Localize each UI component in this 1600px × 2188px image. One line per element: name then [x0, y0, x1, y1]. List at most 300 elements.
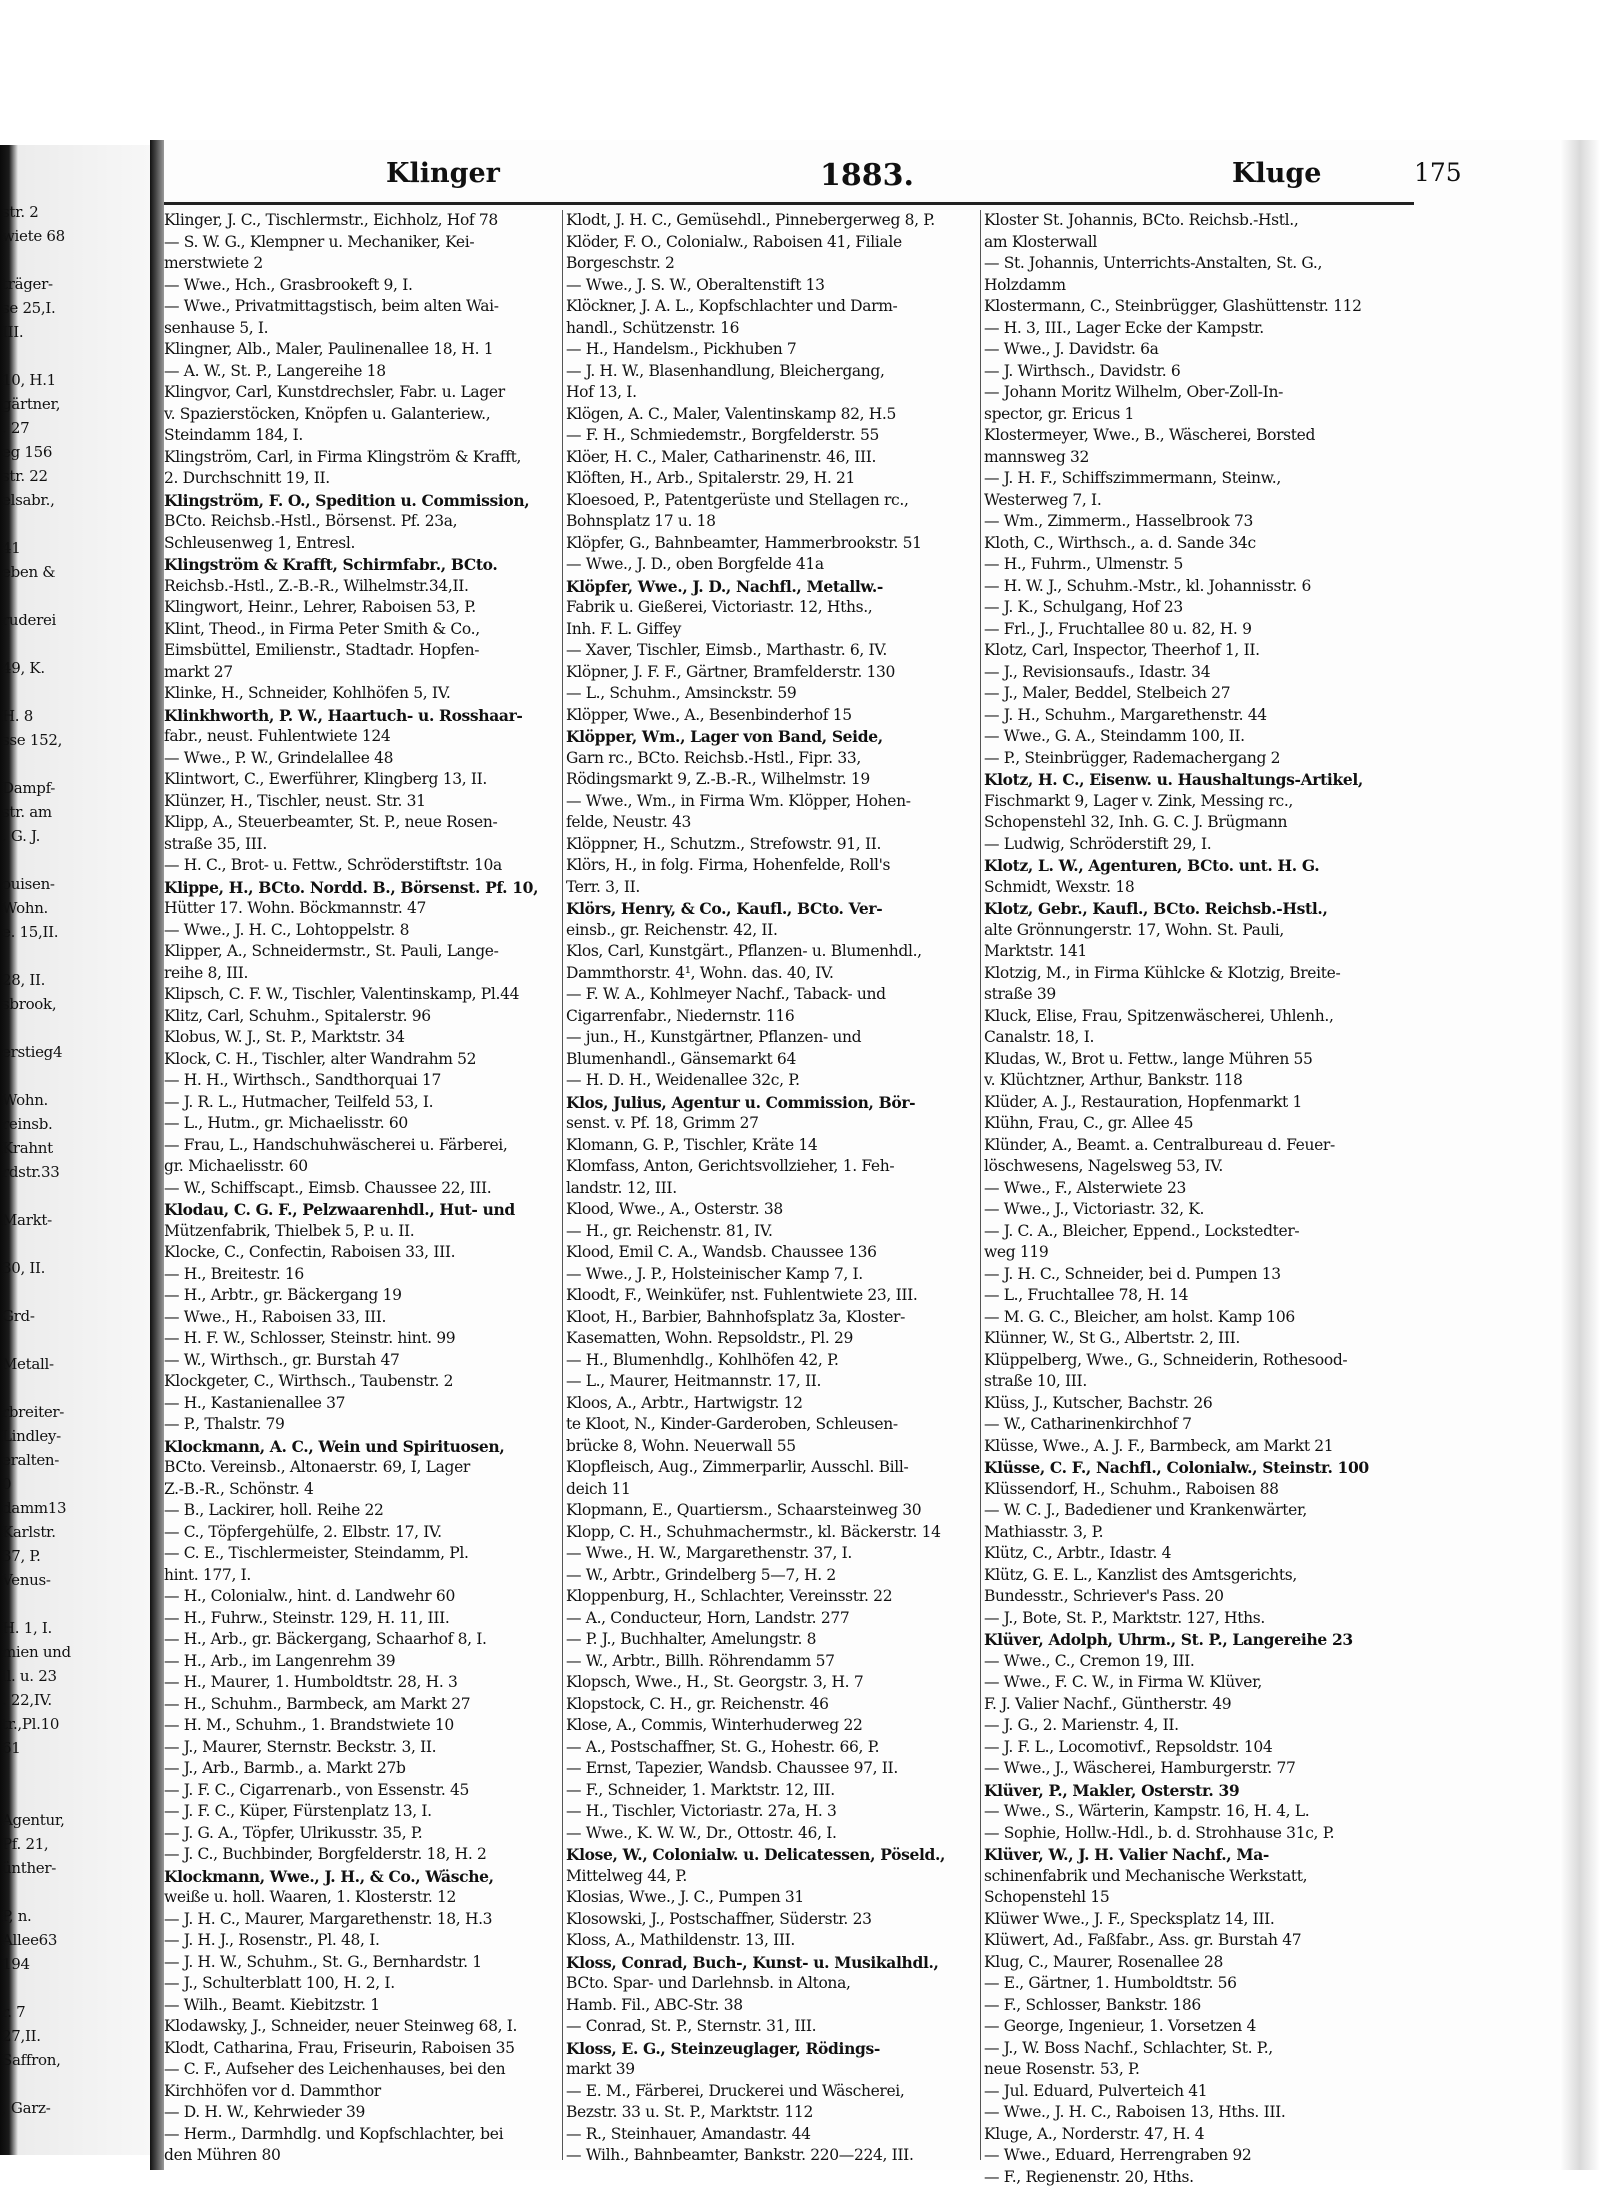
directory-entry-line: Kloesoed, P., Patentgerüste und Stellagen rc.,	[566, 490, 976, 512]
left-fragment-line: 49, K.	[2, 656, 142, 680]
directory-entry-line: hint. 177, I.	[164, 1565, 559, 1587]
directory-entry-line: straße 10, III.	[984, 1371, 1414, 1393]
directory-entry-line: — H., Schuhm., Barmbeck, am Markt 27	[164, 1694, 559, 1716]
directory-entry-line: — H., Arb., gr. Bäckergang, Schaarhof 8, I.	[164, 1629, 559, 1651]
directory-entry-line: Klütz, G. E. L., Kanzlist des Amtsgerichts,	[984, 1565, 1414, 1587]
directory-entry-line: — Wwe., J. H. C., Lohtoppelstr. 8	[164, 920, 559, 942]
directory-entry-line: Klipper, A., Schneidermstr., St. Pauli, Lange-	[164, 941, 559, 963]
directory-entry-line: — J. F. C., Küper, Fürstenplatz 13, I.	[164, 1801, 559, 1823]
left-fragment-line	[2, 584, 142, 608]
left-fragment-line	[2, 512, 142, 536]
directory-entry-line: Klöckner, J. A. L., Kopfschlachter und Darm-	[566, 296, 976, 318]
directory-entry-line: — H., Colonialw., hint. d. Landwehr 60	[164, 1586, 559, 1608]
directory-entry-line: Klingvor, Carl, Kunstdrechsler, Fabr. u. Lager	[164, 382, 559, 404]
directory-entry-line: — F., Regienenstr. 20, Hths.	[984, 2167, 1414, 2188]
directory-entry-line: — A., Postschaffner, St. G., Hohestr. 66, P.	[566, 1737, 976, 1759]
directory-entry-line: Klörs, Henry, & Co., Kaufl., BCto. Ver-	[566, 898, 976, 920]
directory-entry-line: Kludas, W., Brot u. Fettw., lange Mühren 55	[984, 1049, 1414, 1071]
left-fragment-line: träger-	[2, 272, 142, 296]
left-fragment-line	[2, 1280, 142, 1304]
directory-entry-line: senst. v. Pf. 18, Grimm 27	[566, 1113, 976, 1135]
directory-entry-line: Klühn, Frau, C., gr. Allee 45	[984, 1113, 1414, 1135]
directory-entry-line: — J. H. W., Blasenhandlung, Bleichergang,	[566, 361, 976, 383]
left-fragment-line: e. 15,II.	[2, 920, 142, 944]
directory-entry-line: felde, Neustr. 43	[566, 812, 976, 834]
directory-entry-line: Klotzig, M., in Firma Kühlcke & Klotzig, Breite-	[984, 963, 1414, 985]
directory-entry-line: Klopsch, Wwe., H., St. Georgstr. 3, H. 7	[566, 1672, 976, 1694]
left-fragment-line: 28, II.	[2, 968, 142, 992]
left-fragment-line: eralten-	[2, 1448, 142, 1472]
directory-entry-line: Klüppelberg, Wwe., G., Schneiderin, Rothesood-	[984, 1350, 1414, 1372]
directory-entry-line: markt 39	[566, 2059, 976, 2081]
left-fragment-line: ouisen-	[2, 872, 142, 896]
directory-entry-line: Kloppenburg, H., Schlachter, Vereinsstr. 22	[566, 1586, 976, 1608]
directory-entry-line: Klotz, Gebr., Kaufl., BCto. Reichsb.-Hstl.,	[984, 898, 1414, 920]
directory-entry-line: Schopenstehl 15	[984, 1887, 1414, 1909]
left-fragment-line: sbrook,	[2, 992, 142, 1016]
directory-entry-line: Klopp, C. H., Schuhmachermstr., kl. Bäckerstr. 14	[566, 1522, 976, 1544]
directory-entry-line: Klosowski, J., Postschaffner, Süderstr. 23	[566, 1909, 976, 1931]
directory-entry-line: — J. Wirthsch., Davidstr. 6	[984, 361, 1414, 383]
directory-entry-line: Klopmann, E., Quartiersm., Schaarsteinweg 30	[566, 1500, 976, 1522]
directory-entry-line: Schleusenweg 1, Entresl.	[164, 533, 559, 555]
directory-entry-line: Kluge, A., Norderstr. 47, H. 4	[984, 2124, 1414, 2146]
directory-entry-line: — J. H., Schuhm., Margarethenstr. 44	[984, 705, 1414, 727]
left-fragment-line: erstieg4	[2, 1040, 142, 1064]
directory-entry-line: — H., Kastanienallee 37	[164, 1393, 559, 1415]
directory-entry-line: — Sophie, Hollw.-Hdl., b. d. Strohhause 31c, P.	[984, 1823, 1414, 1845]
directory-entry-line: Klinger, J. C., Tischlermstr., Eichholz, Hof 78	[164, 210, 559, 232]
directory-entry-line: Klos, Julius, Agentur u. Commission, Bör-	[566, 1092, 976, 1114]
directory-entry-line: Klockmann, Wwe., J. H., & Co., Wäsche,	[164, 1866, 559, 1888]
directory-entry-line: — F. W. A., Kohlmeyer Nachf., Taback- und	[566, 984, 976, 1006]
header-right-keyword: Kluge	[1232, 158, 1321, 189]
directory-entry-line: — Wwe., J. S. W., Oberaltenstift 13	[566, 275, 976, 297]
directory-entry-line: — J. H. W., Schuhm., St. G., Bernhardstr. 1	[164, 1952, 559, 1974]
directory-entry-line: — Conrad, St. P., Sternstr. 31, III.	[566, 2016, 976, 2038]
directory-entry-line: — Ernst, Tapezier, Wandsb. Chaussee 97, II.	[566, 1758, 976, 1780]
directory-entry-line: Canalstr. 18, I.	[984, 1027, 1414, 1049]
directory-entry-line: F. J. Valier Nachf., Güntherstr. 49	[984, 1694, 1414, 1716]
directory-entry-line: — Herm., Darmhdlg. und Kopfschlachter, bei	[164, 2124, 559, 2146]
left-fragment-line	[2, 344, 142, 368]
directory-entry-line: — J. H. J., Rosenstr., Pl. 48, I.	[164, 1930, 559, 1952]
directory-entry-line: Klöpner, J. F. F., Gärtner, Bramfelderstr. 130	[566, 662, 976, 684]
directory-entry-line: — Xaver, Tischler, Eimsb., Marthastr. 6, IV.	[566, 640, 976, 662]
directory-entry-line: — C. E., Tischlermeister, Steindamm, Pl.	[164, 1543, 559, 1565]
directory-entry-line: — S. W. G., Klempner u. Mechaniker, Kei-	[164, 232, 559, 254]
column-divider	[562, 210, 563, 2160]
directory-entry-line: — Wwe., Privatmittagstisch, beim alten Wai-	[164, 296, 559, 318]
directory-entry-line: weiße u. holl. Waaren, 1. Klosterstr. 12	[164, 1887, 559, 1909]
left-fragment-line	[2, 1784, 142, 1808]
directory-entry-line: Klöppner, H., Schutzm., Strefowstr. 91, II.	[566, 834, 976, 856]
directory-entry-line: Garn rc., BCto. Reichsb.-Hstl., Fipr. 33,	[566, 748, 976, 770]
previous-page-edge	[0, 0, 150, 2177]
directory-entry-line: Klöpfer, Wwe., J. D., Nachfl., Metallw.-	[566, 576, 976, 598]
left-fragment-line	[2, 1064, 142, 1088]
left-fragment-line: gärtner,	[2, 392, 142, 416]
directory-page	[164, 140, 1560, 2170]
directory-entry-line: — Wwe., K. W. W., Dr., Ottostr. 46, I.	[566, 1823, 976, 1845]
directory-entry-line: Mathiasstr. 3, P.	[984, 1522, 1414, 1544]
directory-entry-line: Klinkhworth, P. W., Haartuch- u. Rosshaar-	[164, 705, 559, 727]
left-fragment-line	[2, 248, 142, 272]
directory-entry-line: Klintwort, C., Ewerführer, Klingberg 13, II.	[164, 769, 559, 791]
left-fragment-line: elsabr.,	[2, 488, 142, 512]
directory-entry-line: — H. 3, III., Lager Ecke der Kampstr.	[984, 318, 1414, 340]
directory-entry-line: — J. G., 2. Marienstr. 4, II.	[984, 1715, 1414, 1737]
left-fragment-line	[2, 632, 142, 656]
column-divider	[980, 210, 981, 2160]
left-fragment-line: Krahnt	[2, 1136, 142, 1160]
directory-entry-line: Terr. 3, II.	[566, 877, 976, 899]
directory-entry-line: merstwiete 2	[164, 253, 559, 275]
column-3	[984, 210, 1414, 2160]
directory-entry-line: Klose, W., Colonialw. u. Delicatessen, Pöseld.,	[566, 1844, 976, 1866]
directory-entry-line: straße 39	[984, 984, 1414, 1006]
left-fragment-line: ünther-	[2, 1856, 142, 1880]
directory-entry-line: — H. M., Schuhm., 1. Brandstwiete 10	[164, 1715, 559, 1737]
directory-entry-line: Inh. F. L. Giffey	[566, 619, 976, 641]
directory-entry-line: Kloth, C., Wirthsch., a. d. Sande 34c	[984, 533, 1414, 555]
directory-entry-line: — Wwe., J., Victoriastr. 32, K.	[984, 1199, 1414, 1221]
directory-entry-line: — D. H. W., Kehrwieder 39	[164, 2102, 559, 2124]
directory-entry-line: Klomann, G. P., Tischler, Kräte 14	[566, 1135, 976, 1157]
directory-columns	[164, 210, 1414, 2160]
page-header	[164, 158, 1560, 198]
directory-entry-line: Klug, C., Maurer, Rosenallee 28	[984, 1952, 1414, 1974]
directory-entry-line: — J. H. C., Schneider, bei d. Pumpen 13	[984, 1264, 1414, 1286]
directory-entry-line: — W., Arbtr., Billh. Röhrendamm 57	[566, 1651, 976, 1673]
directory-entry-line: — F. H., Schmiedemstr., Borgfelderstr. 55	[566, 425, 976, 447]
directory-entry-line: Klomfass, Anton, Gerichtsvollzieher, 1. Feh-	[566, 1156, 976, 1178]
directory-entry-line: — F., Schlosser, Bankstr. 186	[984, 1995, 1414, 2017]
left-fragment-line: damm13	[2, 1496, 142, 1520]
left-fragment-line: , Garz-	[2, 2096, 142, 2120]
left-fragment-line: eben &	[2, 560, 142, 584]
left-fragment-line: Markt-	[2, 1208, 142, 1232]
directory-entry-line: — H. H., Wirthsch., Sandthorquai 17	[164, 1070, 559, 1092]
directory-entry-line: Klodt, J. H. C., Gemüsehdl., Pinnebergerweg 8, P.	[566, 210, 976, 232]
directory-entry-line: handl., Schützenstr. 16	[566, 318, 976, 340]
directory-entry-line: — J. F. C., Cigarrenarb., von Essenstr. 45	[164, 1780, 559, 1802]
directory-entry-line: fabr., neust. Fuhlentwiete 124	[164, 726, 559, 748]
directory-entry-line: — Wwe., S., Wärterin, Kampstr. 16, H. 4, L.	[984, 1801, 1414, 1823]
directory-entry-line: Hamb. Fil., ABC-Str. 38	[566, 1995, 976, 2017]
directory-entry-line: — H., Fuhrw., Steinstr. 129, H. 11, III.	[164, 1608, 559, 1630]
left-fragment-line	[2, 2072, 142, 2096]
directory-entry-line: Schmidt, Wexstr. 18	[984, 877, 1414, 899]
directory-entry-line: Klodau, C. G. F., Pelzwaarenhdl., Hut- und	[164, 1199, 559, 1221]
directory-entry-line: — H., Arbtr., gr. Bäckergang 19	[164, 1285, 559, 1307]
book-gutter	[150, 140, 164, 2170]
directory-entry-line: — Wwe., P. W., Grindelallee 48	[164, 748, 559, 770]
directory-entry-line: — H. W. J., Schuhm.-Mstr., kl. Johannisstr. 6	[984, 576, 1414, 598]
directory-entry-line: Klood, Emil C. A., Wandsb. Chaussee 136	[566, 1242, 976, 1264]
directory-entry-line: Klopfleisch, Aug., Zimmerparlir, Ausschl. Bill-	[566, 1457, 976, 1479]
directory-entry-line: v. Klüchtzner, Arthur, Bankstr. 118	[984, 1070, 1414, 1092]
directory-entry-line: — J. C., Buchbinder, Borgfelderstr. 18, H. 2	[164, 1844, 559, 1866]
directory-entry-line: Klotz, Carl, Inspector, Theerhof 1, II.	[984, 640, 1414, 662]
directory-entry-line: — Wwe., H. W., Margarethenstr. 37, I.	[566, 1543, 976, 1565]
directory-entry-line: Reichsb.-Hstl., Z.-B.-R., Wilhelmstr.34,II.	[164, 576, 559, 598]
directory-entry-line: Klodt, Catharina, Frau, Friseurin, Raboisen 35	[164, 2038, 559, 2060]
header-left-keyword: Klinger	[386, 158, 500, 189]
left-fragment-line	[2, 680, 142, 704]
directory-entry-line: — Wwe., J. H. C., Raboisen 13, Hths. III.	[984, 2102, 1414, 2124]
directory-entry-line: — Ludwig, Schröderstift 29, I.	[984, 834, 1414, 856]
directory-entry-line: Klostermeyer, Wwe., B., Wäscherei, Borsted	[984, 425, 1414, 447]
directory-entry-line: — Wwe., Wm., in Firma Wm. Klöpper, Hohen-	[566, 791, 976, 813]
directory-entry-line: — H., Breitestr. 16	[164, 1264, 559, 1286]
directory-entry-line: — H., Handelsm., Pickhuben 7	[566, 339, 976, 361]
directory-entry-line: Klose, A., Commis, Winterhuderweg 22	[566, 1715, 976, 1737]
directory-entry-line: BCto. Reichsb.-Hstl., Börsenst. Pf. 23a,	[164, 511, 559, 533]
directory-entry-line: — H., Arb., im Langenrehm 39	[164, 1651, 559, 1673]
left-fragment-line: Metall-	[2, 1352, 142, 1376]
directory-entry-line: v. Spazierstöcken, Knöpfen u. Galanteriew.,	[164, 404, 559, 426]
directory-entry-line: Klostermann, C., Steinbrügger, Glashüttenstr. 112	[984, 296, 1414, 318]
directory-entry-line: — J. H. F., Schiffszimmermann, Steinw.,	[984, 468, 1414, 490]
directory-entry-line: Klüver, P., Makler, Osterstr. 39	[984, 1780, 1414, 1802]
directory-entry-line: — W., Arbtr., Grindelberg 5—7, H. 2	[566, 1565, 976, 1587]
directory-entry-line: — C. F., Aufseher des Leichenhauses, bei den	[164, 2059, 559, 2081]
left-fragment-line: 0	[2, 1472, 142, 1496]
directory-entry-line: Klögen, A. C., Maler, Valentinskamp 82, H.5	[566, 404, 976, 426]
directory-entry-line: Klodawsky, J., Schneider, neuer Steinweg 68, I.	[164, 2016, 559, 2038]
directory-entry-line: markt 27	[164, 662, 559, 684]
left-fragment-line	[2, 1592, 142, 1616]
directory-entry-line: — J., Schulterblatt 100, H. 2, I.	[164, 1973, 559, 1995]
left-fragment-line	[2, 1976, 142, 2000]
directory-entry-line: — Wwe., Hch., Grasbrookeft 9, I.	[164, 275, 559, 297]
directory-entry-line: Steindamm 184, I.	[164, 425, 559, 447]
directory-entry-line: — J. C. A., Bleicher, Eppend., Lockstedter-	[984, 1221, 1414, 1243]
directory-entry-line: Klöften, H., Arb., Spitalerstr. 29, H. 21	[566, 468, 976, 490]
directory-entry-line: — H. F. W., Schlosser, Steinstr. hint. 99	[164, 1328, 559, 1350]
directory-entry-line: — Wwe., F., Alsterwiete 23	[984, 1178, 1414, 1200]
left-fragment-line: Karlstr.	[2, 1520, 142, 1544]
directory-entry-line: — W., Wirthsch., gr. Burstah 47	[164, 1350, 559, 1372]
directory-entry-line: gr. Michaelisstr. 60	[164, 1156, 559, 1178]
directory-entry-line: Klünzer, H., Tischler, neust. Str. 31	[164, 791, 559, 813]
directory-entry-line: Klingström, Carl, in Firma Klingström & Krafft,	[164, 447, 559, 469]
directory-entry-line: Schopenstehl 32, Inh. G. C. J. Brügmann	[984, 812, 1414, 834]
left-fragment-line	[2, 1760, 142, 1784]
directory-entry-line: Klünder, A., Beamt. a. Centralbureau d. Feuer-	[984, 1135, 1414, 1157]
left-fragment-line: 41	[2, 536, 142, 560]
directory-entry-line: Klöder, F. O., Colonialw., Raboisen 41, Filiale	[566, 232, 976, 254]
directory-entry-line: — W., Catharinenkirchhof 7	[984, 1414, 1414, 1436]
left-fragment-line: Venus-	[2, 1568, 142, 1592]
left-fragment-line: Wohn.	[2, 896, 142, 920]
left-fragment-line: 27,II.	[2, 2024, 142, 2048]
directory-entry-line: Klörs, H., in folg. Firma, Hohenfelde, Roll's	[566, 855, 976, 877]
left-fragment-line: ll. u. 23	[2, 1664, 142, 1688]
left-fragment-line: rbreiter-	[2, 1400, 142, 1424]
directory-entry-line: — Jul. Eduard, Pulverteich 41	[984, 2081, 1414, 2103]
directory-entry-line: Kloss, E. G., Steinzeuglager, Rödings-	[566, 2038, 976, 2060]
directory-entry-line: — jun., H., Kunstgärtner, Pflanzen- und	[566, 1027, 976, 1049]
directory-entry-line: Klütz, C., Arbtr., Idastr. 4	[984, 1543, 1414, 1565]
left-fragment-line: eg 156	[2, 440, 142, 464]
column-2	[566, 210, 976, 2160]
directory-entry-line: Klotz, H. C., Eisenw. u. Haushaltungs-Artikel,	[984, 769, 1414, 791]
directory-entry-line: Klüwer Wwe., J. F., Specksplatz 14, III.	[984, 1909, 1414, 1931]
directory-entry-line: landstr. 12, III.	[566, 1178, 976, 1200]
left-fragment-line	[2, 1016, 142, 1040]
directory-entry-line: — L., Fruchtallee 78, H. 14	[984, 1285, 1414, 1307]
directory-entry-line: — George, Ingenieur, 1. Vorsetzen 4	[984, 2016, 1414, 2038]
directory-entry-line: schinenfabrik und Mechanische Werkstatt,	[984, 1866, 1414, 1888]
directory-entry-line: — St. Johannis, Unterrichts-Anstalten, St. G.,	[984, 253, 1414, 275]
directory-entry-line: Fischmarkt 9, Lager v. Zink, Messing rc.,	[984, 791, 1414, 813]
directory-entry-line: — Johann Moritz Wilhelm, Ober-Zoll-In-	[984, 382, 1414, 404]
directory-entry-line: Blumenhandl., Gänsemarkt 64	[566, 1049, 976, 1071]
directory-entry-line: einsb., gr. Reichenstr. 42, II.	[566, 920, 976, 942]
directory-entry-line: — J., Arb., Barmb., a. Markt 27b	[164, 1758, 559, 1780]
directory-entry-line: Klotz, L. W., Agenturen, BCto. unt. H. G.	[984, 855, 1414, 877]
directory-entry-line: spector, gr. Ericus 1	[984, 404, 1414, 426]
directory-entry-line: Kasematten, Wohn. Repsoldstr., Pl. 29	[566, 1328, 976, 1350]
directory-entry-line: Klippe, H., BCto. Nordd. B., Börsenst. Pf. 10,	[164, 877, 559, 899]
left-fragment-line: str. 22	[2, 464, 142, 488]
directory-entry-line: reihe 8, III.	[164, 963, 559, 985]
left-fragment-line: ruderei	[2, 608, 142, 632]
directory-entry-line: — Wwe., J. D., oben Borgfelde 41a	[566, 554, 976, 576]
directory-entry-line: Kloos, A., Arbtr., Hartwigstr. 12	[566, 1393, 976, 1415]
directory-entry-line: Klöpper, Wm., Lager von Band, Seide,	[566, 726, 976, 748]
directory-entry-line: Holzdamm	[984, 275, 1414, 297]
page-number: 175	[1414, 158, 1462, 187]
directory-entry-line: Kluck, Elise, Frau, Spitzenwäscherei, Uhlenh.,	[984, 1006, 1414, 1028]
left-fragment-line: Agentur,	[2, 1808, 142, 1832]
right-page-edge	[1560, 140, 1600, 2170]
directory-entry-line: — Wwe., C., Cremon 19, III.	[984, 1651, 1414, 1673]
left-fragment-line: . 22,IV.	[2, 1688, 142, 1712]
directory-entry-line: Bohnsplatz 17 u. 18	[566, 511, 976, 533]
directory-entry-line: Klint, Theod., in Firma Peter Smith & Co.,	[164, 619, 559, 641]
left-fragment-line: Saffron,	[2, 2048, 142, 2072]
directory-entry-line: brücke 8, Wohn. Neuerwall 55	[566, 1436, 976, 1458]
directory-entry-line: Fabrik u. Gießerei, Victoriastr. 12, Hths.,	[566, 597, 976, 619]
directory-entry-line: Kloss, Conrad, Buch-, Kunst- u. Musikalhdl.,	[566, 1952, 976, 1974]
directory-entry-line: — Wwe., Eduard, Herrengraben 92	[984, 2145, 1414, 2167]
directory-entry-line: — J. R. L., Hutmacher, Teilfeld 53, I.	[164, 1092, 559, 1114]
directory-entry-line: — W. C. J., Badediener und Krankenwärter,	[984, 1500, 1414, 1522]
directory-entry-line: — F., Schneider, 1. Marktstr. 12, III.	[566, 1780, 976, 1802]
directory-entry-line: Klocke, C., Confectin, Raboisen 33, III.	[164, 1242, 559, 1264]
directory-entry-line: Kloster St. Johannis, BCto. Reichsb.-Hstl.,	[984, 210, 1414, 232]
directory-entry-line: — J. F. L., Locomotivf., Repsoldstr. 104	[984, 1737, 1414, 1759]
directory-entry-line: — J. K., Schulgang, Hof 23	[984, 597, 1414, 619]
left-fragment-line: P, n.	[2, 1904, 142, 1928]
left-fragment-line: reinsb.	[2, 1112, 142, 1136]
directory-entry-line: — J., Maler, Beddel, Stelbeich 27	[984, 683, 1414, 705]
column-1	[164, 210, 559, 2160]
directory-entry-line: — P., Thalstr. 79	[164, 1414, 559, 1436]
directory-entry-line: Klinke, H., Schneider, Kohlhöfen 5, IV.	[164, 683, 559, 705]
directory-entry-line: 2. Durchschnitt 19, II.	[164, 468, 559, 490]
directory-entry-line: Rödingsmarkt 9, Z.-B.-R., Wilhelmstr. 19	[566, 769, 976, 791]
directory-entry-line: — Frl., J., Fruchtallee 80 u. 82, H. 9	[984, 619, 1414, 641]
left-fragment-line: 61	[2, 1736, 142, 1760]
directory-entry-line: Klingström & Krafft, Schirmfabr., BCto.	[164, 554, 559, 576]
directory-entry-line: Bundesstr., Schriever's Pass. 20	[984, 1586, 1414, 1608]
left-fragment-line: 37, P.	[2, 1544, 142, 1568]
left-fragment-line: Pf. 21,	[2, 1832, 142, 1856]
left-fragment-line	[2, 1328, 142, 1352]
left-fragment-line	[2, 1232, 142, 1256]
directory-entry-line: Klitz, Carl, Schuhm., Spitalerstr. 96	[164, 1006, 559, 1028]
directory-entry-line: — J. H. C., Maurer, Margarethenstr. 18, H.3	[164, 1909, 559, 1931]
left-fragment-line: . 27	[2, 416, 142, 440]
directory-entry-line: deich 11	[566, 1479, 976, 1501]
directory-entry-line: — B., Lackirer, holl. Reihe 22	[164, 1500, 559, 1522]
directory-entry-line: Klüwert, Ad., Faßfabr., Ass. gr. Burstah 47	[984, 1930, 1414, 1952]
left-fragment-line	[2, 1376, 142, 1400]
directory-entry-line: — Frau, L., Handschuhwäscherei u. Färberei,	[164, 1135, 559, 1157]
directory-entry-line: Klüss, J., Kutscher, Bachstr. 26	[984, 1393, 1414, 1415]
directory-entry-line: Kloss, A., Mathildenstr. 13, III.	[566, 1930, 976, 1952]
left-fragment-line	[2, 752, 142, 776]
directory-entry-line: — P. J., Buchhalter, Amelungstr. 8	[566, 1629, 976, 1651]
directory-entry-line: — Wm., Zimmerm., Hasselbrook 73	[984, 511, 1414, 533]
left-fragment-line: sse 152,	[2, 728, 142, 752]
left-fragment-line: se 25,I.	[2, 296, 142, 320]
directory-entry-line: — Wwe., G. A., Steindamm 100, II.	[984, 726, 1414, 748]
directory-entry-line: Klingström, F. O., Spedition u. Commission,	[164, 490, 559, 512]
directory-entry-line: BCto. Spar- und Darlehnsb. in Altona,	[566, 1973, 976, 1995]
directory-entry-line: — H. D. H., Weidenallee 32c, P.	[566, 1070, 976, 1092]
directory-entry-line: Klüsse, C. F., Nachfl., Colonialw., Steinstr. 100	[984, 1457, 1414, 1479]
directory-entry-line: — Wilh., Bahnbeamter, Bankstr. 220—224, III.	[566, 2145, 976, 2167]
directory-entry-line: alte Grönnungerstr. 17, Wohn. St. Pauli,	[984, 920, 1414, 942]
directory-entry-line: — P., Steinbrügger, Rademachergang 2	[984, 748, 1414, 770]
directory-entry-line: Mützenfabrik, Thielbek 5, P. u. II.	[164, 1221, 559, 1243]
directory-entry-line: — H., Tischler, Victoriastr. 27a, H. 3	[566, 1801, 976, 1823]
header-year: 1883.	[820, 158, 914, 193]
directory-entry-line: — H. C., Brot- u. Fettw., Schröderstiftstr. 10a	[164, 855, 559, 877]
directory-entry-line: — L., Maurer, Heitmannstr. 17, II.	[566, 1371, 976, 1393]
directory-entry-line: Klöpfer, G., Bahnbeamter, Hammerbrookstr. 51	[566, 533, 976, 555]
directory-entry-line: Klingwort, Heinr., Lehrer, Raboisen 53, P.	[164, 597, 559, 619]
directory-entry-line: Cigarrenfabr., Niedernstr. 116	[566, 1006, 976, 1028]
directory-entry-line: Eimsbüttel, Emilienstr., Stadtadr. Hopfen-	[164, 640, 559, 662]
directory-entry-line: — A., Conducteur, Horn, Landstr. 277	[566, 1608, 976, 1630]
left-fragment-line: . G. J.	[2, 824, 142, 848]
directory-entry-line: neue Rosenstr. 53, P.	[984, 2059, 1414, 2081]
left-fragment-line: wiete 68	[2, 224, 142, 248]
directory-entry-line: Dammthorstr. 4¹, Wohn. das. 40, IV.	[566, 963, 976, 985]
directory-entry-line: — Wwe., J., Wäscherei, Hamburgerstr. 77	[984, 1758, 1414, 1780]
directory-entry-line: Klockmann, A. C., Wein und Spirituosen,	[164, 1436, 559, 1458]
left-fragment-line	[2, 1880, 142, 1904]
directory-entry-line: Klock, C. H., Tischler, alter Wandrahm 52	[164, 1049, 559, 1071]
header-rule	[164, 202, 1414, 205]
directory-entry-line: Klipsch, C. F. W., Tischler, Valentinskamp, Pl.44	[164, 984, 559, 1006]
directory-entry-line: Hütter 17. Wohn. Böckmannstr. 47	[164, 898, 559, 920]
directory-entry-line: — E., Gärtner, 1. Humboldtstr. 56	[984, 1973, 1414, 1995]
directory-entry-line: te Kloot, N., Kinder-Garderoben, Schleusen-	[566, 1414, 976, 1436]
directory-entry-line: — J., Bote, St. P., Marktstr. 127, Hths.	[984, 1608, 1414, 1630]
directory-entry-line: Klopstock, C. H., gr. Reichenstr. 46	[566, 1694, 976, 1716]
directory-entry-line: — E. M., Färberei, Druckerei und Wäscherei,	[566, 2081, 976, 2103]
directory-entry-line: — W., Schiffscapt., Eimsb. Chaussee 22, III.	[164, 1178, 559, 1200]
directory-entry-line: Bezstr. 33 u. St. P., Marktstr. 112	[566, 2102, 976, 2124]
directory-entry-line: löschwesens, Nagelsweg 53, IV.	[984, 1156, 1414, 1178]
